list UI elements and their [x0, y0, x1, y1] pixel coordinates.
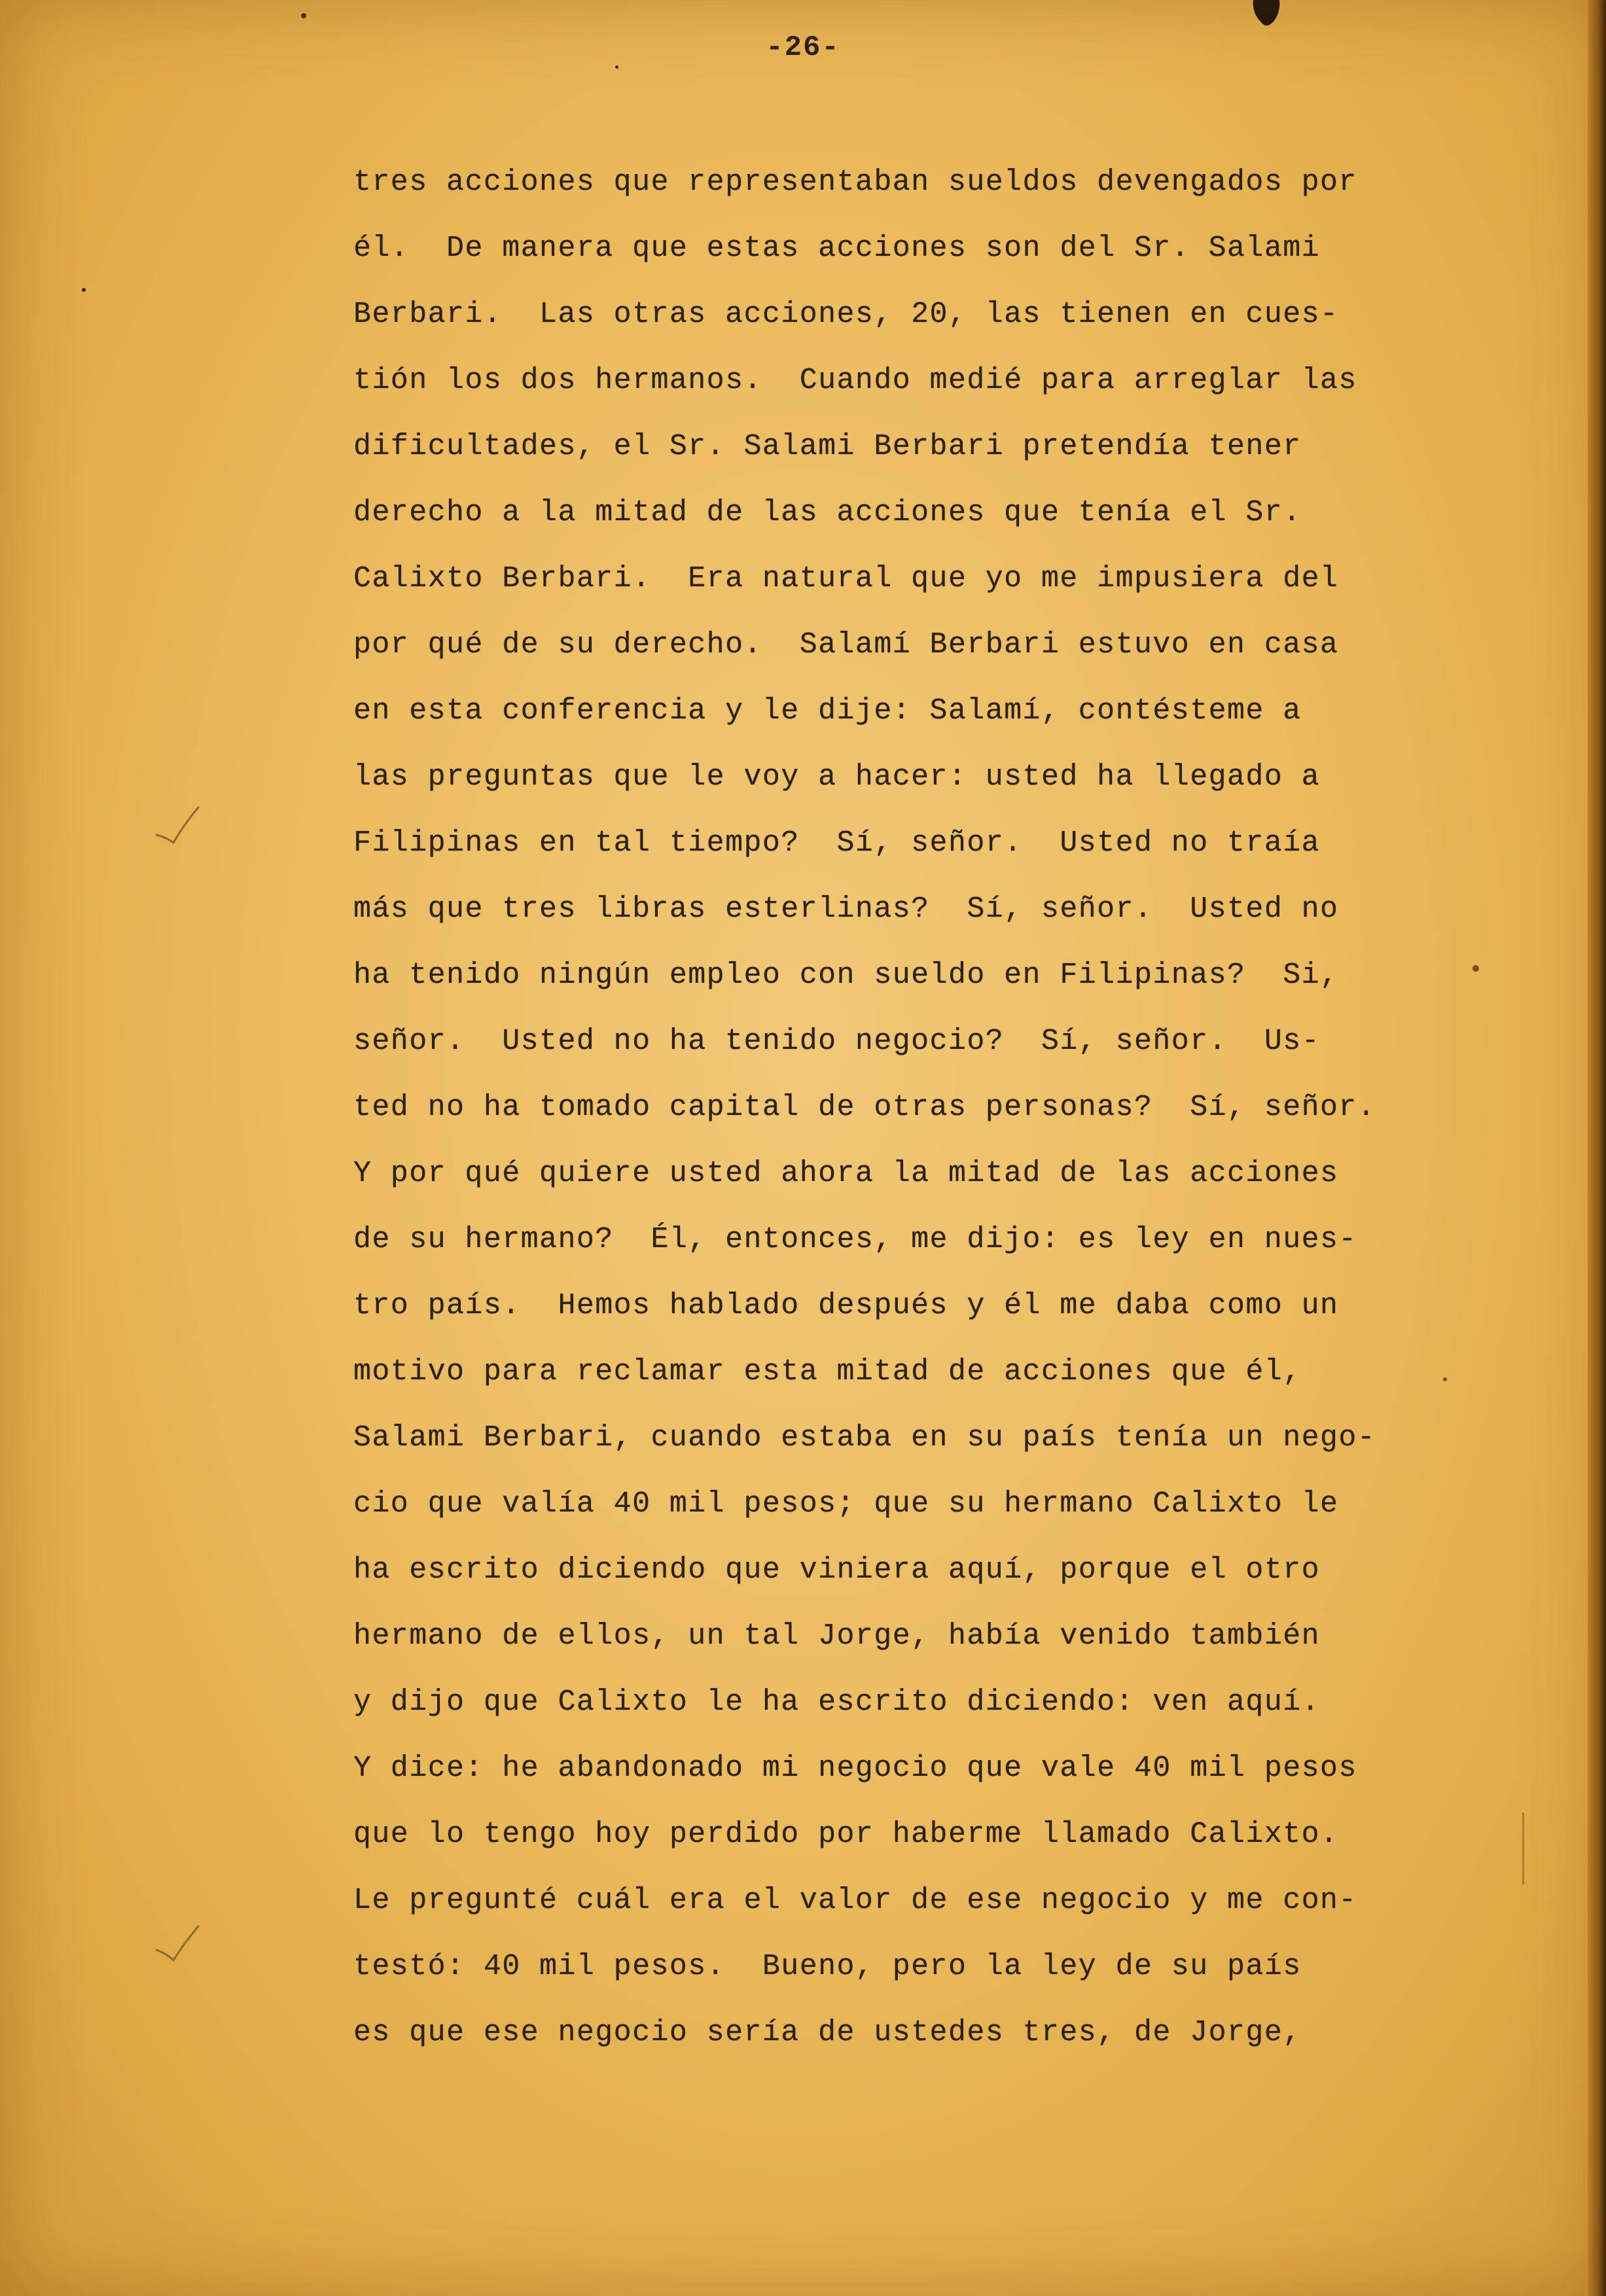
text-line: Salami Berbari, cuando estaba en su país tenía un nego- [353, 1421, 1376, 1455]
text-line: cio que valía 40 mil pesos; que su hermano Calixto le [353, 1487, 1339, 1521]
text-line: señor. Usted no ha tenido negocio? Sí, señor. Us- [353, 1025, 1321, 1058]
margin-check-mark [154, 805, 200, 844]
paper-speck [82, 288, 86, 292]
text-line: es que ese negocio sería de ustedes tres, de Jorge, [353, 2016, 1302, 2049]
margin-pencil-stroke [1522, 1812, 1524, 1884]
text-line: motivo para reclamar esta mitad de acciones que él, [353, 1355, 1302, 1388]
text-line: derecho a la mitad de las acciones que tenía el Sr. [353, 496, 1302, 529]
text-line: tro país. Hemos hablado después y él me daba como un [353, 1289, 1339, 1322]
text-line: dificultades, el Sr. Salami Berbari pretendía tener [353, 430, 1302, 463]
margin-check-mark [154, 1924, 200, 1963]
text-line: más que tres libras esterlinas? Sí, señor. Usted no [353, 892, 1339, 926]
ink-blot-mark [1247, 0, 1286, 29]
paper-speck [1472, 965, 1479, 972]
text-line: en esta conferencia y le dije: Salamí, contésteme a [353, 694, 1302, 728]
text-line: ted no ha tomado capital de otras personas? Sí, señor. [353, 1091, 1376, 1124]
text-line: las preguntas que le voy a hacer: usted ha llegado a [353, 760, 1321, 794]
paper-right-edge [1588, 0, 1606, 2296]
text-line: Berbari. Las otras acciones, 20, las tienen en cues- [353, 298, 1339, 331]
typewritten-body [353, 149, 1466, 2066]
text-line: tión los dos hermanos. Cuando medié para arreglar las [353, 364, 1357, 397]
text-line: Y dice: he abandonado mi negocio que vale 40 mil pesos [353, 1752, 1357, 1785]
text-line: tres acciones que representaban sueldos devengados por [353, 166, 1357, 199]
text-line: y dijo que Calixto le ha escrito diciendo: ven aquí. [353, 1686, 1321, 1719]
text-line: él. De manera que estas acciones son del Sr. Salami [353, 232, 1321, 265]
paper-speck [615, 65, 618, 69]
text-line: Calixto Berbari. Era natural que yo me impusiera del [353, 562, 1339, 595]
page-number: -26- [766, 31, 840, 64]
text-line: que lo tengo hoy perdido por haberme llamado Calixto. [353, 1818, 1339, 1851]
text-line: Le pregunté cuál era el valor de ese negocio y me con- [353, 1884, 1357, 1917]
text-line: ha tenido ningún empleo con sueldo en Filipinas? Si, [353, 959, 1339, 992]
text-line: testó: 40 mil pesos. Bueno, pero la ley de su país [353, 1950, 1302, 1983]
text-line: ha escrito diciendo que viniera aquí, porque el otro [353, 1553, 1321, 1587]
text-line: hermano de ellos, un tal Jorge, había venido también [353, 1619, 1321, 1653]
text-line: por qué de su derecho. Salamí Berbari estuvo en casa [353, 628, 1339, 662]
text-line: de su hermano? Él, entonces, me dijo: es ley en nues- [353, 1223, 1357, 1256]
text-line: Y por qué quiere usted ahora la mitad de las acciones [353, 1157, 1339, 1190]
paper-speck [301, 13, 306, 18]
text-line: Filipinas en tal tiempo? Sí, señor. Usted no traía [353, 826, 1321, 860]
